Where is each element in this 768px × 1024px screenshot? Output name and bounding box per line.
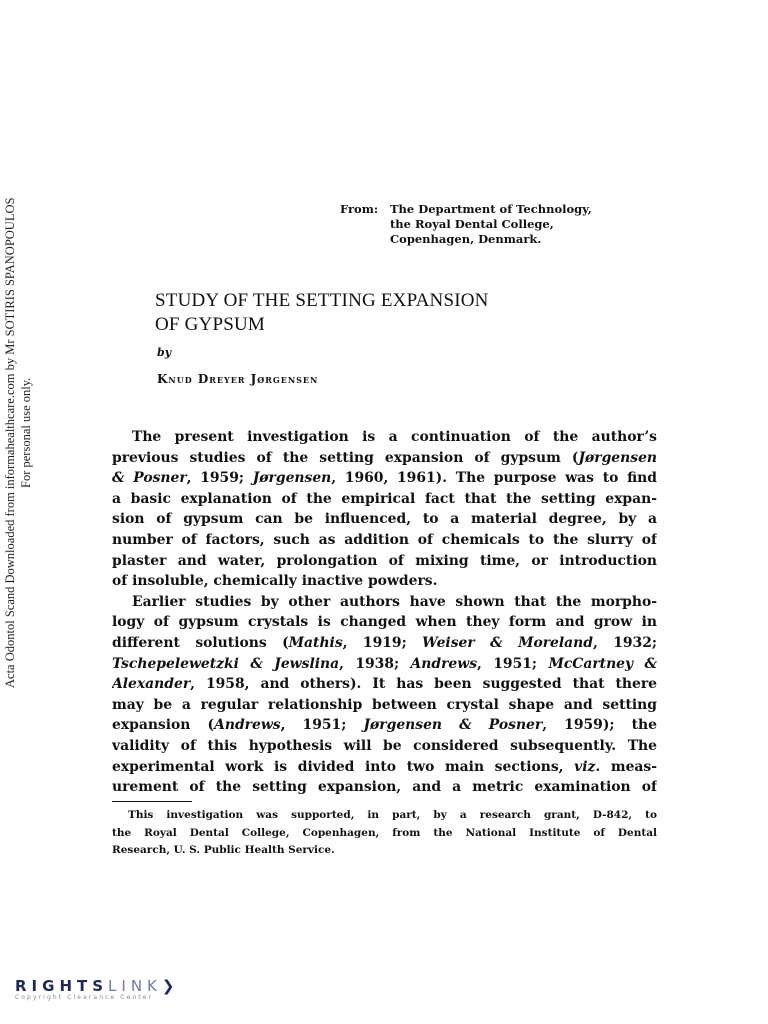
citation-author: Mathis — [288, 634, 343, 651]
logo-word-link: LINK — [108, 977, 162, 995]
body-line: sion of gypsum can be influenced, to a material degree, by a — [112, 511, 657, 528]
logo-arrow-icon: ❯ — [161, 977, 175, 995]
body-line: may be a regular relationship between crystal shape and setting — [112, 696, 657, 713]
body-line: Earlier studies by other authors have shown that the morpho- — [132, 593, 657, 610]
footnote-rule — [112, 801, 192, 802]
body-line: validity of this hypothesis will be considered subsequently. The — [112, 737, 657, 754]
emphasis-viz: viz. — [574, 758, 601, 775]
citation-author: McCartney & — [548, 655, 657, 672]
body-line: urement of the setting expansion, and a metric examination of — [112, 779, 657, 796]
citation-author: Jørgensen — [578, 449, 657, 466]
affiliation-line: Copenhagen, Denmark. — [390, 232, 542, 246]
article-title — [155, 289, 489, 337]
affiliation-from-label: From: — [340, 202, 379, 216]
citation-author: Alexander — [112, 676, 191, 693]
footnote — [112, 807, 657, 860]
title-line: OF GYPSUM — [155, 314, 266, 335]
affiliation-line: The Department of Technology, — [390, 202, 592, 216]
body-line: The present investigation is a continuation of the author’s — [132, 429, 657, 445]
article-body — [112, 427, 657, 798]
download-watermark: Acta Odontol Scand Downloaded from informahealthcare.com by Mr SOTIRIS SPANOPOULOS — [3, 197, 17, 688]
author-name: Knud Dreyer Jørgensen — [157, 372, 319, 386]
body-line: Alexander, 1958, and others). It has been suggested that there — [112, 676, 657, 693]
body-line: previous studies of the setting expansion of gypsum (Jørgensen — [112, 449, 657, 466]
body-line: number of factors, such as addition of chemicals to the slurry of — [112, 531, 657, 548]
logo-tagline: Copyright Clearance Center — [15, 994, 154, 1001]
body-line: plaster and water, prolongation of mixing time, or introduction — [112, 552, 657, 569]
citation-author: Jørgensen & Posner — [363, 717, 543, 734]
body-line: of insoluble, chemically inactive powders. — [112, 573, 438, 590]
personal-use-notice: For personal use only. — [19, 377, 33, 488]
citation-author: Andrews — [410, 655, 478, 672]
body-line: a basic explanation of the empirical fact that the setting expan- — [112, 490, 657, 507]
citation-author: Jørgensen — [252, 470, 332, 487]
footnote-line: the Royal Dental College, Copenhagen, from the National Institute of Dental — [112, 826, 657, 839]
affiliation — [340, 202, 592, 247]
footnote-line: Research, U. S. Public Health Service. — [112, 844, 335, 856]
body-line: & Posner, 1959; Jørgensen, 1960, 1961). The purpose was to find — [112, 470, 657, 487]
footnote-line: This investigation was supported, in part, by a research grant, D-842, to — [128, 809, 657, 821]
body-line: experimental work is divided into two main sections, viz. meas- — [112, 758, 657, 775]
citation-author: Andrews — [214, 717, 281, 734]
citation-author: Weiser & Moreland — [422, 634, 593, 651]
logo-word-rights: RIGHTS — [15, 977, 109, 995]
byline: by — [157, 346, 172, 359]
body-line: different solutions (Mathis, 1919; Weiser & Moreland, 1932; — [112, 634, 657, 651]
body-line: Tschepelewetzki & Jewslina, 1938; Andrews, 1951; McCartney & — [112, 655, 657, 672]
citation-author: & Posner — [112, 470, 187, 487]
rightslink-logo — [15, 977, 174, 1001]
affiliation-line: the Royal Dental College, — [390, 217, 554, 231]
citation-author: Tschepelewetzki & Jewslina — [112, 655, 340, 672]
body-line: logy of gypsum crystals is changed when they form and grow in — [112, 614, 657, 631]
body-line: expansion (Andrews, 1951; Jørgensen & Posner, 1959); the — [112, 717, 657, 734]
title-line: STUDY OF THE SETTING EXPANSION — [155, 290, 489, 311]
